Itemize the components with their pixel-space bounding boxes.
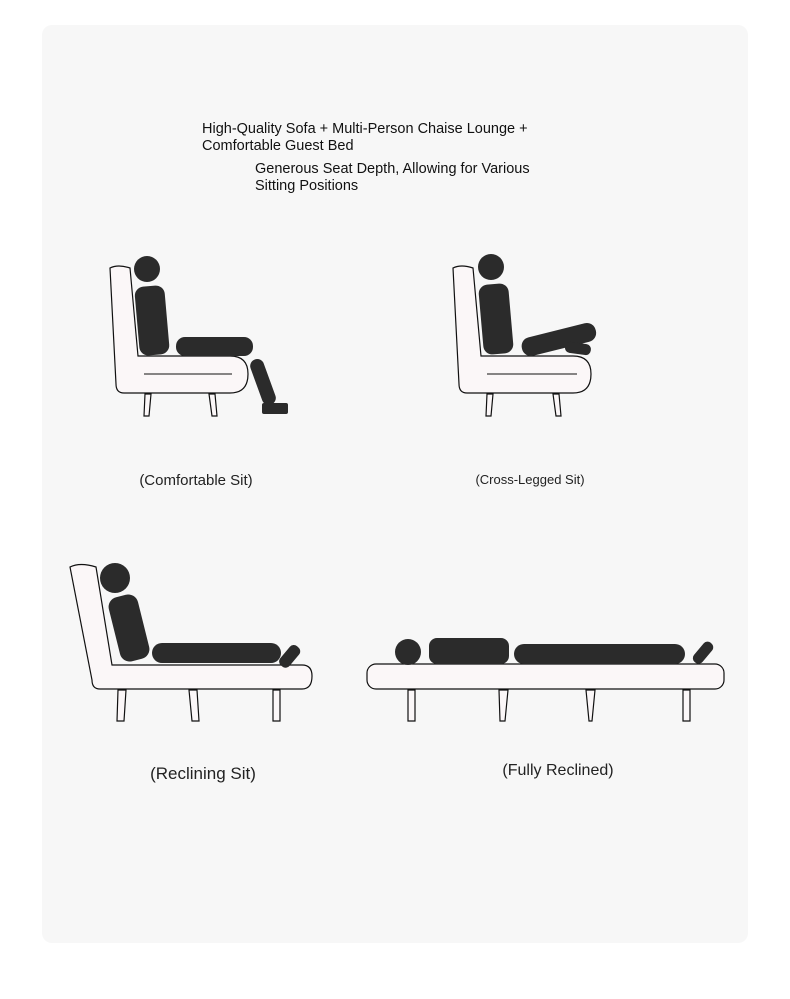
- page-subtitle: Generous Seat Depth, Allowing for Various Sitting Positions: [255, 161, 530, 194]
- caption-reclining-sit: (Reclining Sit): [150, 764, 256, 783]
- reclining-sit-icon: [62, 555, 322, 730]
- fully-reclined-icon: [362, 630, 732, 730]
- page-title: High-Quality Sofa + Multi-Person Chaise Lounge + Comfortable Guest Bed: [202, 121, 528, 154]
- caption-cross-legged-sit: (Cross-Legged Sit): [475, 472, 585, 487]
- comfortable-sit-icon: [100, 250, 300, 425]
- caption-fully-reclined: (Fully Reclined): [502, 762, 614, 779]
- caption-comfortable-sit: (Comfortable Sit): [139, 472, 253, 489]
- cross-legged-sit-icon: [445, 250, 645, 425]
